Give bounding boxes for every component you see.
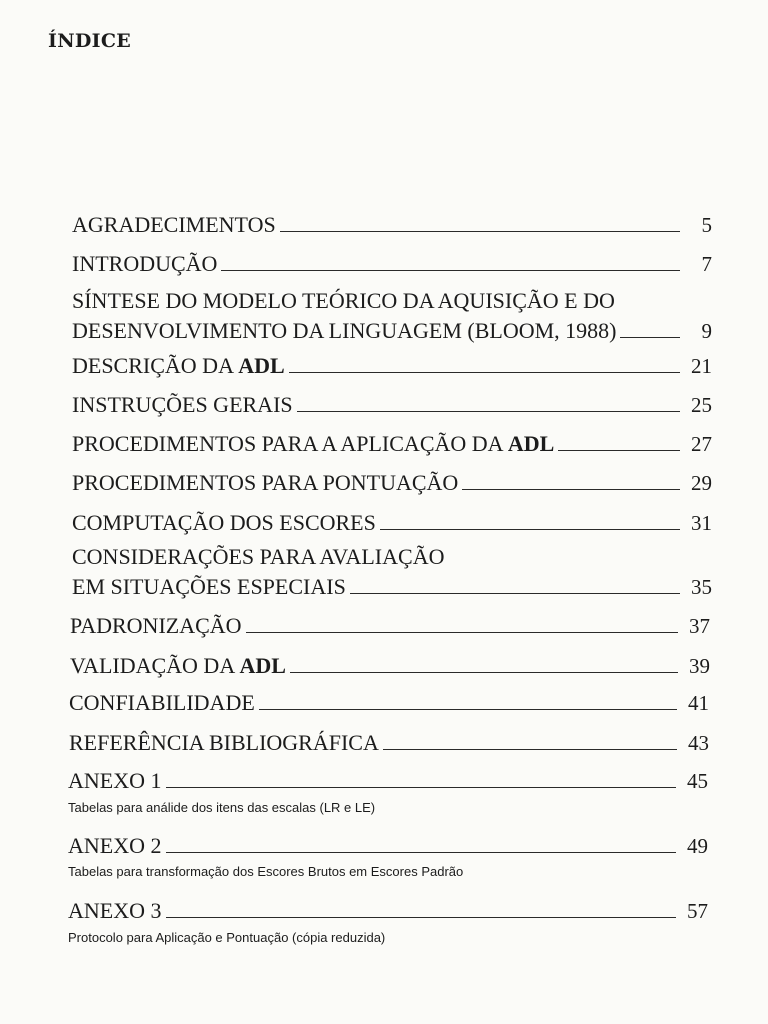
leader-line: [246, 632, 678, 633]
toc-entry-computacao[interactable]: [72, 508, 712, 538]
toc-entry-referencia[interactable]: [69, 728, 709, 758]
toc-subtitle: Tabelas para análide dos itens das escalas (LR e LE): [68, 800, 376, 815]
toc-label: PADRONIZAÇÃO: [70, 613, 242, 638]
leader-line: [383, 749, 677, 750]
toc-label: CONFIABILIDADE: [69, 690, 255, 715]
toc-page-number: 29: [691, 471, 712, 495]
leader-line: [290, 672, 678, 673]
toc-subtitle: Protocolo para Aplicação e Pontuação (cópia reduzida): [68, 930, 386, 945]
leader-line: [350, 593, 680, 594]
toc-entry-anexo-1[interactable]: [68, 766, 708, 818]
toc-page-number: 35: [691, 575, 712, 599]
leader-line: [166, 852, 677, 853]
leader-line: [620, 337, 680, 338]
toc-page-number: 49: [687, 834, 708, 858]
toc-page-number: 57: [687, 899, 708, 923]
toc-entry-sintese[interactable]: [72, 290, 712, 346]
toc-entry-procedimentos-pontuacao[interactable]: [72, 468, 712, 498]
toc-page-number: 31: [691, 511, 712, 535]
toc-subtitle: Tabelas para transformação dos Escores Brutos em Escores Padrão: [68, 864, 464, 879]
toc-entry-instrucoes[interactable]: [72, 390, 712, 420]
toc-label: VALIDAÇÃO DA ADL: [70, 653, 286, 678]
leader-line: [166, 917, 677, 918]
toc-page-number: 41: [688, 691, 709, 715]
toc-page-number: 27: [691, 432, 712, 456]
toc-entry-agradecimentos[interactable]: [72, 210, 712, 240]
leader-line: [462, 489, 680, 490]
adl-abbreviation: ADL: [238, 353, 285, 378]
toc-entry-consideracoes[interactable]: [72, 546, 712, 602]
toc-label: DESCRIÇÃO DA ADL: [72, 353, 285, 378]
leader-line: [558, 450, 680, 451]
toc-label-line-1: SÍNTESE DO MODELO TEÓRICO DA AQUISIÇÃO E DO: [72, 288, 615, 313]
toc-entry-introducao[interactable]: [72, 249, 712, 279]
toc-label: INTRODUÇÃO: [72, 251, 218, 276]
adl-abbreviation: ADL: [239, 653, 286, 678]
toc-label: EM SITUAÇÕES ESPECIAIS: [72, 574, 346, 599]
toc-label: AGRADECIMENTOS: [72, 212, 276, 237]
leader-line: [259, 709, 677, 710]
toc-page-number: 25: [691, 393, 712, 417]
leader-line: [280, 231, 680, 232]
leader-line: [289, 372, 680, 373]
toc-entry-padronizacao[interactable]: [70, 611, 710, 641]
toc-entry-validacao[interactable]: [70, 651, 710, 681]
leader-line: [166, 787, 677, 788]
toc-label: INSTRUÇÕES GERAIS: [72, 392, 293, 417]
toc-label: ANEXO 2: [68, 833, 162, 858]
adl-abbreviation: ADL: [507, 431, 555, 456]
toc-page-number: 21: [691, 354, 712, 378]
toc-label: DESENVOLVIMENTO DA LINGUAGEM (BLOOM, 1988): [72, 318, 617, 343]
page-title: ÍNDICE: [48, 30, 132, 52]
toc-label: ANEXO 1: [68, 768, 162, 793]
toc-label-line-1: CONSIDERAÇÕES PARA AVALIAÇÃO: [72, 544, 445, 569]
toc-label: REFERÊNCIA BIBLIOGRÁFICA: [69, 730, 379, 755]
toc-page-number: 9: [701, 319, 712, 343]
toc-label: COMPUTAÇÃO DOS ESCORES: [72, 510, 376, 535]
toc-page-number: 5: [701, 213, 712, 237]
leader-line: [380, 529, 680, 530]
toc-entry-confiabilidade[interactable]: [69, 688, 709, 718]
toc-entry-anexo-2[interactable]: [68, 831, 708, 883]
toc-entry-procedimentos-aplicacao[interactable]: [72, 429, 712, 459]
toc-label: PROCEDIMENTOS PARA A APLICAÇÃO DA ADL: [72, 431, 555, 456]
toc-page-number: 45: [687, 769, 708, 793]
toc-page-number: 7: [701, 252, 712, 276]
toc-label: ANEXO 3: [68, 898, 162, 923]
leader-line: [297, 411, 680, 412]
toc-page-number: 43: [688, 731, 709, 755]
toc-entry-anexo-3[interactable]: [68, 896, 708, 948]
leader-line: [221, 270, 680, 271]
toc-page-number: 37: [689, 614, 710, 638]
toc-label: PROCEDIMENTOS PARA PONTUAÇÃO: [72, 470, 459, 495]
toc-entry-descricao[interactable]: [72, 351, 712, 381]
toc-page-number: 39: [689, 654, 710, 678]
